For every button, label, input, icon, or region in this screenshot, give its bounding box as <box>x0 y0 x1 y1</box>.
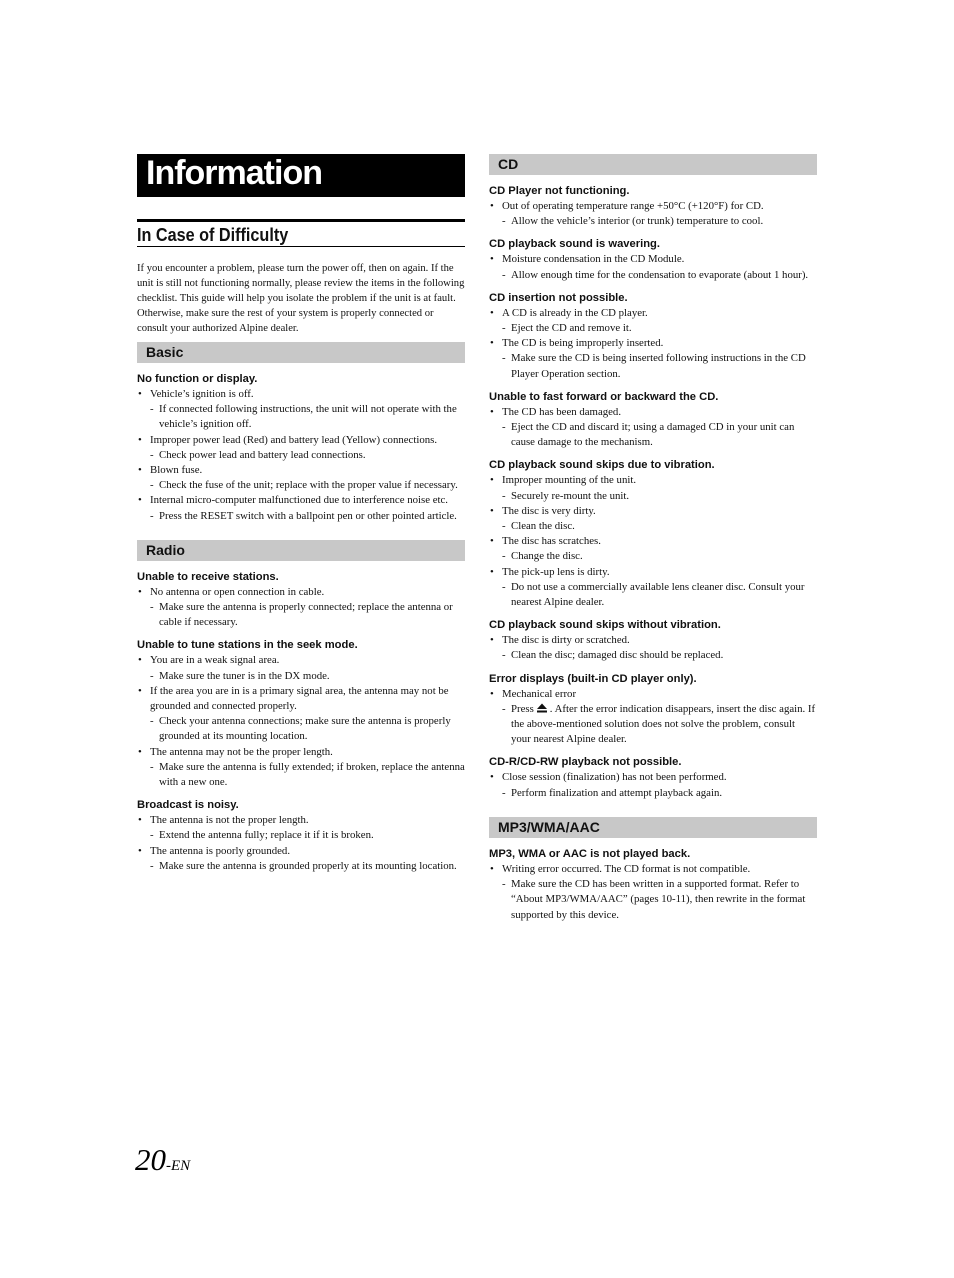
cause-item: • Mechanical error <box>489 687 817 702</box>
problem-title: CD Player not functioning. <box>489 185 630 197</box>
remedy-item <box>489 702 817 748</box>
problem-block <box>489 618 817 663</box>
remedy-item: - Allow enough time for the condensation to evaporate (about 1 hour). <box>489 268 817 283</box>
cause-item: • A CD is already in the CD player. <box>489 306 817 321</box>
cause-item: • Improper power lead (Red) and battery lead (Yellow) connections. <box>137 433 465 448</box>
remedy-item: - If connected following instructions, the unit will not operate with the vehicle’s ignition off. <box>137 402 465 432</box>
eject-icon <box>536 703 548 713</box>
problem-block <box>489 847 817 923</box>
problem-title: Unable to fast forward or backward the CD. <box>489 390 719 403</box>
section-heading-cd: CD <box>489 154 817 175</box>
page-number-value: 20 <box>135 1142 166 1177</box>
remedy-item: - Make sure the tuner is in the DX mode. <box>137 669 465 684</box>
page-title: Information <box>137 154 465 197</box>
remedy-text-after: . After the error indication disappears, insert the disc again. If the above-mentioned solution does not solve the problem, consult your nearest Alpine dealer. <box>511 702 816 746</box>
remedy-item: - Make sure the CD has been written in a supported format. Refer to “About MP3/WMA/AAC” (pages 10-11), then rewrite in the format supported by this device. <box>489 877 817 923</box>
remedy-item: - Clean the disc; damaged disc should be replaced. <box>489 648 817 663</box>
problem-block <box>489 390 817 451</box>
cause-item: • Moisture condensation in the CD Module. <box>489 252 817 267</box>
problem-block <box>137 372 465 524</box>
cause-item: • Internal micro-computer malfunctioned due to interference noise etc. <box>137 493 465 508</box>
intro-paragraph: If you encounter a problem, please turn the power off, then on again. If the unit is still not functioning normally, please review the items in the following checklist. This guide will help you isolate the problem if the unit is at fault. Otherwise, make sure the rest of your system is properly connected or consult your authorized Alpine dealer. <box>137 263 465 334</box>
remedy-item: - Allow the vehicle’s interior (or trunk) temperature to cool. <box>489 214 817 229</box>
remedy-item: - Securely re-mount the unit. <box>489 489 817 504</box>
remedy-item: - Press the RESET switch with a ballpoint pen or other pointed article. <box>137 509 465 524</box>
remedy-item: - Make sure the antenna is properly connected; replace the antenna or cable if necessary. <box>137 600 465 630</box>
cause-item: • The antenna is poorly grounded. <box>137 844 465 859</box>
section-heading-radio: Radio <box>137 540 465 561</box>
cause-item: • If the area you are in is a primary signal area, the antenna may not be grounded and connected properly. <box>137 684 465 714</box>
problem-block <box>137 798 465 874</box>
cause-item: • The antenna is not the proper length. <box>137 813 465 828</box>
cause-item: • You are in a weak signal area. <box>137 653 465 668</box>
problem-title: CD insertion not possible. <box>489 291 628 304</box>
remedy-item: - Extend the antenna fully; replace it if it is broken. <box>137 828 465 843</box>
problem-title: CD-R/CD-RW playback not possible. <box>489 756 682 769</box>
page-number-suffix: -EN <box>166 1158 191 1174</box>
remedy-item: - Clean the disc. <box>489 519 817 534</box>
section-body-basic <box>137 363 465 534</box>
cause-item: • The disc has scratches. <box>489 534 817 549</box>
remedy-item: - Do not use a commercially available lens cleaner disc. Consult your nearest Alpine dealer. <box>489 580 817 610</box>
section-body-cd <box>489 175 817 811</box>
problem-title: No function or display. <box>137 373 258 385</box>
problem-block <box>489 237 817 282</box>
remedy-item: - Make sure the antenna is grounded properly at its mounting location. <box>137 859 465 874</box>
cause-item: • Writing error occurred. The CD format is not compatible. <box>489 862 817 877</box>
remedy-item: - Eject the CD and remove it. <box>489 321 817 336</box>
problem-title: Error displays (built-in CD player only). <box>489 672 697 685</box>
remedy-text-before: Press <box>511 702 534 715</box>
problem-title: CD playback sound skips without vibration. <box>489 619 721 632</box>
cause-item: • Blown fuse. <box>137 463 465 478</box>
section-body-radio <box>137 561 465 884</box>
section-heading-mp3: MP3/WMA/AAC <box>489 817 817 838</box>
cause-item: • Out of operating temperature range +50°C (+120°F) for CD. <box>489 199 817 214</box>
cause-item: • Improper mounting of the unit. <box>489 473 817 488</box>
problem-title: Broadcast is noisy. <box>137 799 239 812</box>
remedy-item: - Change the disc. <box>489 549 817 564</box>
problem-block <box>489 755 817 800</box>
problem-block <box>489 184 817 229</box>
problem-block <box>489 291 817 382</box>
cause-item: • The antenna may not be the proper length. <box>137 745 465 760</box>
page-subtitle <box>137 219 465 247</box>
remedy-item: - Perform finalization and attempt playback again. <box>489 786 817 801</box>
cause-item: • The disc is dirty or scratched. <box>489 633 817 648</box>
problem-block <box>137 638 465 790</box>
cause-item: • No antenna or open connection in cable. <box>137 585 465 600</box>
cause-item: • The pick-up lens is dirty. <box>489 565 817 580</box>
cause-item: • Close session (finalization) has not been performed. <box>489 770 817 785</box>
page-number <box>135 1142 190 1184</box>
problem-title: Unable to receive stations. <box>137 570 279 583</box>
problem-title: CD playback sound is wavering. <box>489 238 660 251</box>
remedy-item: - Check your antenna connections; make sure the antenna is properly grounded at its mounting location. <box>137 714 465 744</box>
remedy-item: - Make sure the CD is being inserted following instructions in the CD Player Operation section. <box>489 351 817 381</box>
cause-item: • Vehicle’s ignition is off. <box>137 387 465 402</box>
section-heading-basic: Basic <box>137 342 465 363</box>
cause-item: • The CD is being improperly inserted. <box>489 336 817 351</box>
section-body-mp3 <box>489 838 817 933</box>
right-column <box>489 154 817 933</box>
remedy-item: - Check the fuse of the unit; replace with the proper value if necessary. <box>137 478 465 493</box>
cause-item: • The CD has been damaged. <box>489 405 817 420</box>
problem-block <box>489 458 817 610</box>
left-column <box>137 154 465 884</box>
problem-title: CD playback sound skips due to vibration. <box>489 459 715 472</box>
problem-block <box>137 570 465 631</box>
page-subtitle-text: In Case of Difficulty <box>137 225 289 245</box>
remedy-item: - Check power lead and battery lead connections. <box>137 448 465 463</box>
problem-block <box>489 672 817 748</box>
remedy-item: - Make sure the antenna is fully extended; if broken, replace the antenna with a new one. <box>137 760 465 790</box>
problem-title: MP3, WMA or AAC is not played back. <box>489 847 691 860</box>
cause-item: • The disc is very dirty. <box>489 504 817 519</box>
problem-title: Unable to tune stations in the seek mode. <box>137 639 358 652</box>
remedy-item: - Eject the CD and discard it; using a damaged CD in your unit can cause damage to the mechanism. <box>489 420 817 450</box>
